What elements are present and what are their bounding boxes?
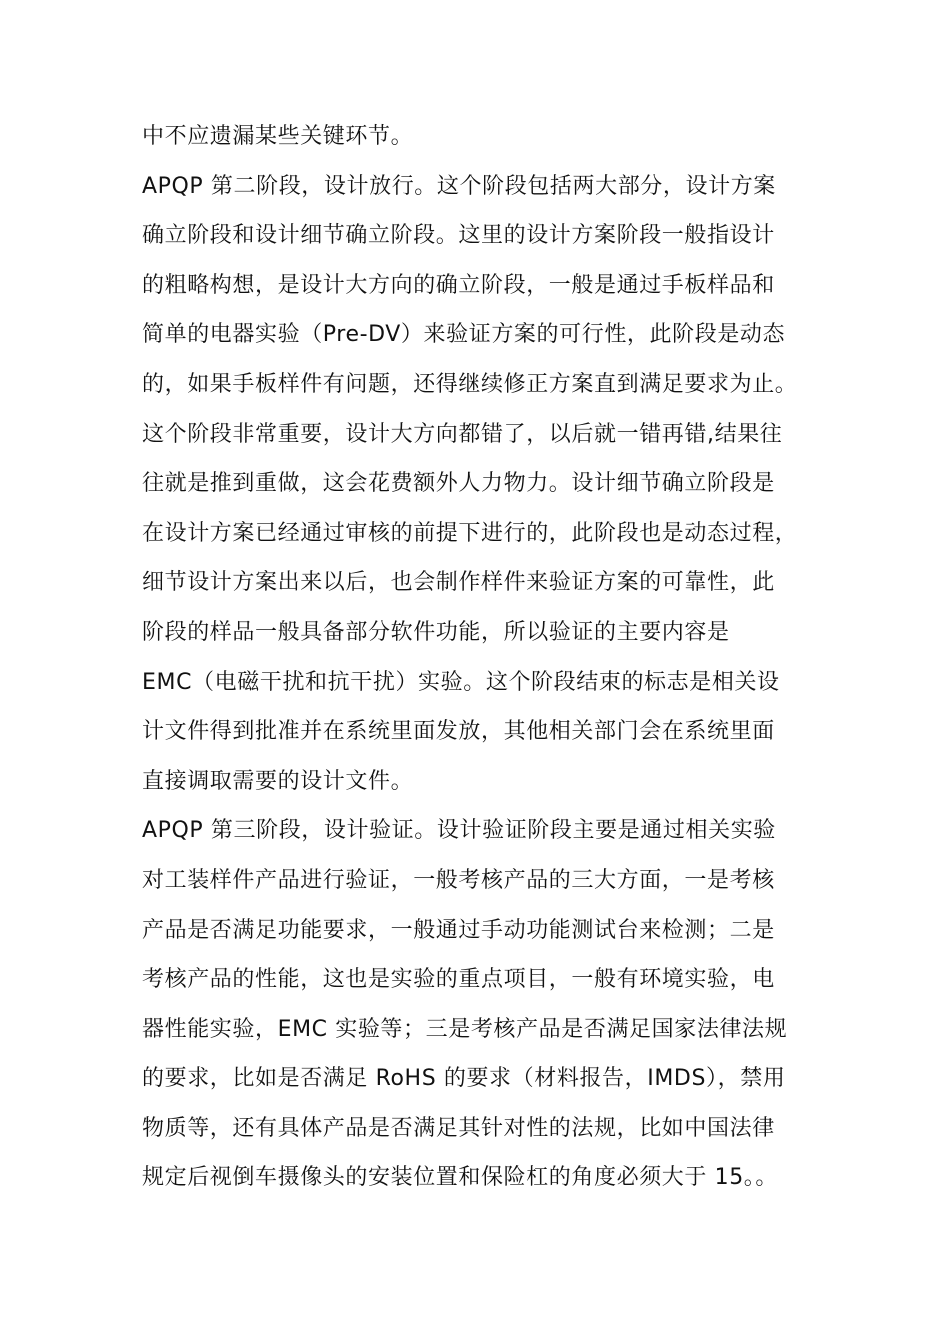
text-line-22: 规定后视倒车摄像头的安装位置和保险杠的角度必须大于 15。。: [142, 1165, 778, 1191]
text-line-2: APQP 第二阶段，设计放行。这个阶段包括两大部分，设计方案: [142, 173, 776, 199]
text-line-20: 的要求，比如是否满足 RoHS 的要求（材料报告，IMDS），禁用: [142, 1066, 786, 1092]
text-line-17: 产品是否满足功能要求，一般通过手动功能测试台来检测；二是: [142, 917, 775, 943]
document-body: [142, 112, 822, 1203]
text-line-12: EMC（电磁干扰和抗干扰）实验。这个阶段结束的标志是相关设: [142, 669, 780, 695]
text-line-21: 物质等，还有具体产品是否满足其针对性的法规，比如中国法律: [142, 1115, 775, 1141]
text-line-8: 往就是推到重做，这会花费额外人力物力。设计细节确立阶段是: [142, 471, 775, 497]
text-line-10: 细节设计方案出来以后，也会制作样件来验证方案的可靠性，此: [142, 570, 775, 596]
text-line-1: 中不应遗漏某些关键环节。: [142, 124, 414, 149]
text-line-15: APQP 第三阶段，设计验证。设计验证阶段主要是通过相关实验: [142, 818, 776, 844]
text-line-6: 的，如果手板样件有问题，还得继续修正方案直到满足要求为止。: [142, 371, 798, 397]
text-line-4: 的粗略构想，是设计大方向的确立阶段，一般是通过手板样品和: [142, 272, 775, 298]
text-line-7: 这个阶段非常重要，设计大方向都错了，以后就一错再错,结果往: [142, 421, 783, 447]
text-line-19: 器性能实验，EMC 实验等；三是考核产品是否满足国家法律法规: [142, 1016, 788, 1042]
text-line-3: 确立阶段和设计细节确立阶段。这里的设计方案阶段一般指设计: [142, 223, 775, 249]
text-line-14: 直接调取需要的设计文件。: [142, 768, 414, 794]
text-line-13: 计文件得到批准并在系统里面发放，其他相关部门会在系统里面: [142, 719, 775, 745]
text-line-11: 阶段的样品一般具备部分软件功能，所以验证的主要内容是: [142, 619, 730, 645]
text-line-18: 考核产品的性能，这也是实验的重点项目，一般有环境实验，电: [142, 967, 775, 993]
text-line-16: 对工装样件产品进行验证，一般考核产品的三大方面，一是考核: [142, 867, 775, 893]
text-line-9: 在设计方案已经通过审核的前提下进行的，此阶段也是动态过程，: [142, 520, 798, 546]
text-line-5: 简单的电器实验（Pre-DV）来验证方案的可行性，此阶段是动态: [142, 322, 786, 348]
